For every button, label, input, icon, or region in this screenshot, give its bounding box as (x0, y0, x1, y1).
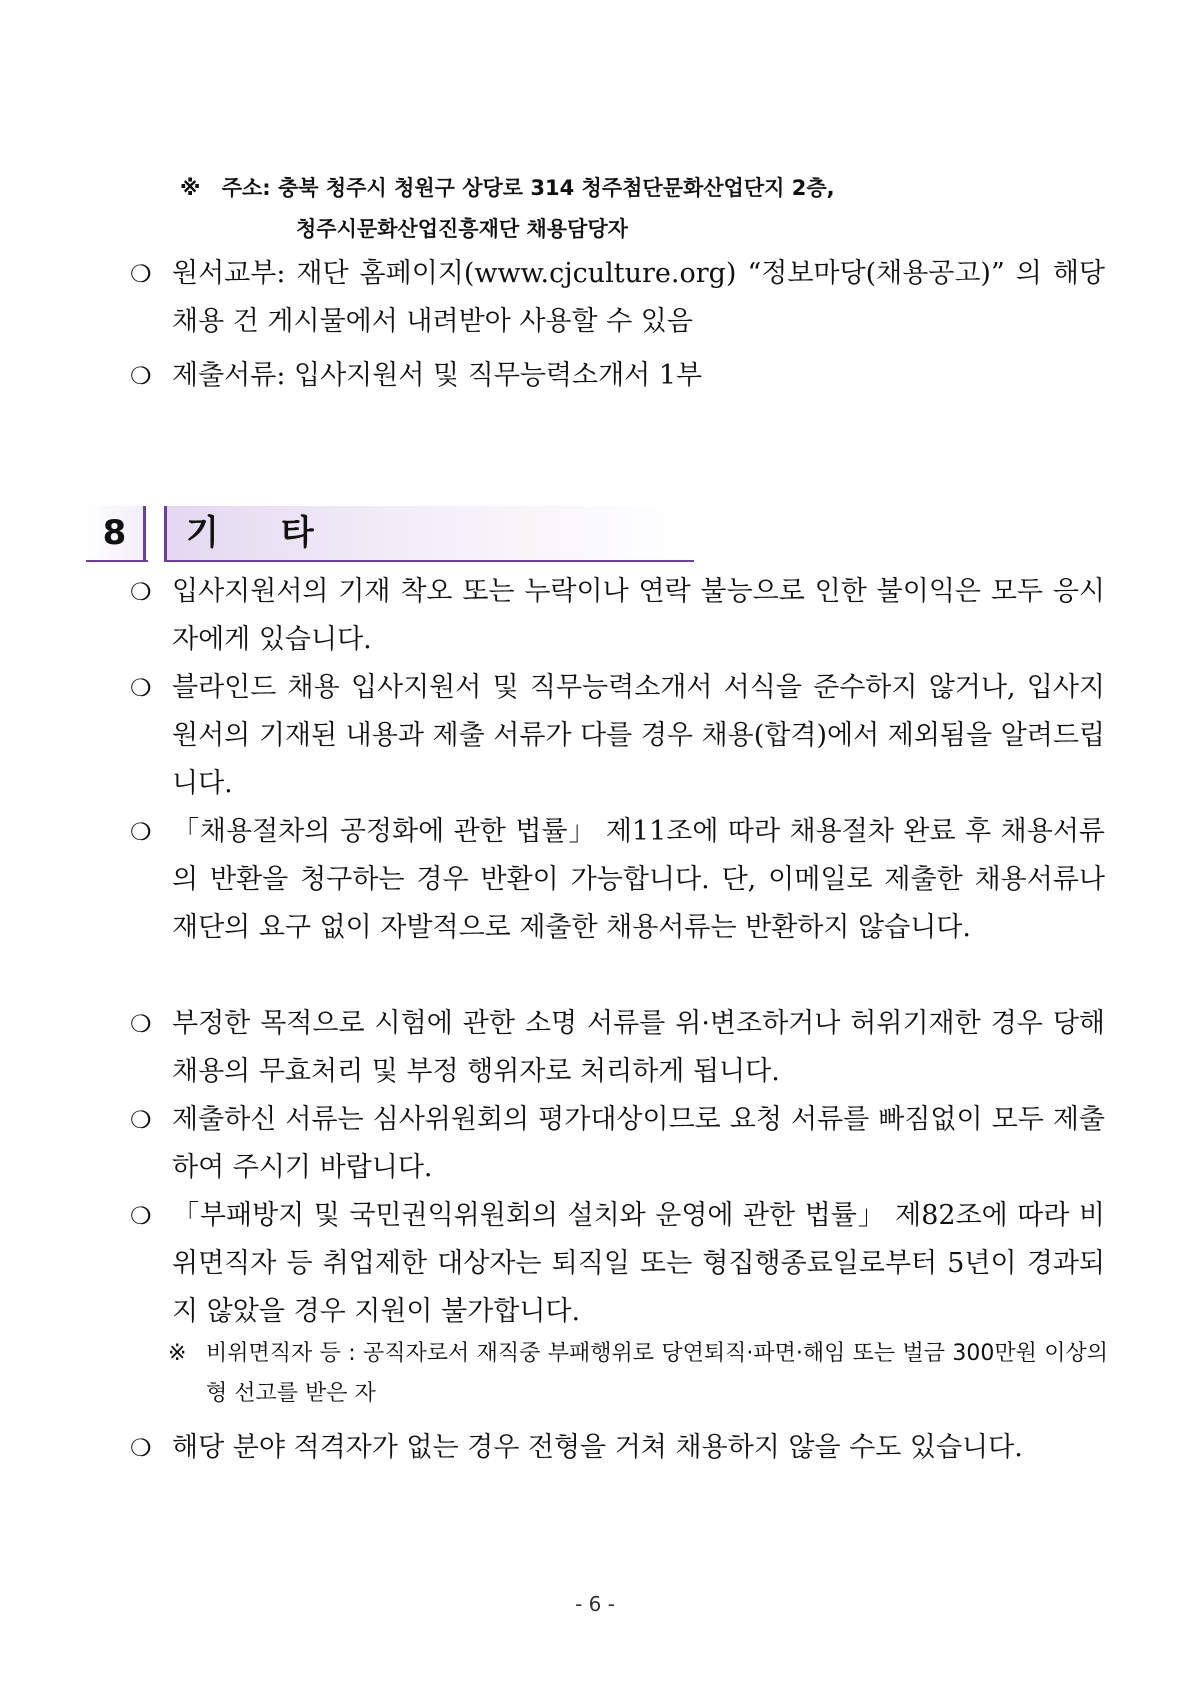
section-title-bar (164, 506, 167, 562)
bullet-text: 「채용절차의 공정화에 관한 법률」 제11조에 따라 채용절차 완료 후 채용서류의 반환을 청구하는 경우 반환이 가능합니다. 단, 이메일로 제출한 채용서류나 재단의 요구 없이 자발적으로 제출한 채용서류는 반환하지 않습니다. (172, 816, 1105, 943)
bullet-text: 입사지원서의 기재 착오 또는 누락이나 연락 불능으로 인한 불이익은 모두 응시자에게 있습니다. (172, 576, 1105, 655)
reference-mark: ※ (180, 176, 201, 200)
bullet-mark: ❍ (130, 260, 152, 288)
bullet-text: 해당 분야 적격자가 없는 경우 전형을 거쳐 채용하지 않을 수도 있습니다. (172, 1432, 1023, 1463)
section-header (86, 506, 616, 563)
bullet-item (130, 1424, 1105, 1472)
bullet-mark: ❍ (130, 1106, 152, 1134)
bullet-item (130, 808, 1105, 952)
section-title: 기타 (186, 513, 376, 553)
bullet-documents (130, 352, 1105, 400)
bullet-item (130, 1192, 1105, 1336)
bullet-text: 블라인드 채용 입사지원서 및 직무능력소개서 서식을 준수하지 않거나, 입사지원서의 기재된 내용과 제출 서류가 다를 경우 채용(합격)에서 제외됨을 알려드립니다. (172, 672, 1105, 799)
bullet-item (130, 1000, 1105, 1096)
bullet-item (130, 664, 1105, 808)
bullet-mark: ❍ (130, 1010, 152, 1038)
bullet-item (130, 1096, 1105, 1192)
bullet-text: 제출하신 서류는 심사위원회의 평가대상이므로 요청 서류를 빠짐없이 모두 제출하여 주시기 바랍니다. (172, 1104, 1105, 1183)
bullet-mark: ❍ (130, 578, 152, 606)
page-number: - 6 - (575, 1592, 615, 1616)
bullet-item (130, 568, 1105, 664)
bullet-mark: ❍ (130, 674, 152, 702)
note-text: 비위면직자 등 : 공직자로서 재직중 부패행위로 당연퇴직·파면·해임 또는 벌금 300만원 이상의 형 선고를 받은 자 (206, 1341, 1108, 1406)
address-note-line-2: 청주시문화산업진흥재단 채용담당자 (296, 217, 628, 241)
reference-mark: ※ (168, 1341, 187, 1366)
bullet-text: 「부패방지 및 국민권익위원회의 설치와 운영에 관한 법률」 제82조에 따라 비위면직자 등 취업제한 대상자는 퇴직일 또는 형집행종료일로부터 5년이 경과되지 않았을 경우 지원이 불가합니다. (172, 1200, 1105, 1327)
section-title-underline (164, 560, 694, 562)
bullet-mark: ❍ (130, 818, 152, 846)
section-number: 8 (86, 506, 146, 560)
address-note-line-1 (180, 168, 1080, 209)
address-note (180, 168, 1080, 250)
bullet-mark: ❍ (130, 1434, 152, 1462)
address-text: 주소: 충북 청주시 청원구 상당로 314 청주첨단문화산업단지 2층, (221, 176, 835, 200)
bullet-text: 제출서류: 입사지원서 및 직무능력소개서 1부 (172, 360, 703, 391)
bullet-mark: ❍ (130, 362, 152, 390)
disqualified-definition-note (168, 1334, 1108, 1414)
bullet-text: 부정한 목적으로 시험에 관한 소명 서류를 위·변조하거나 허위기재한 경우 당해 채용의 무효처리 및 부정 행위자로 처리하게 됩니다. (172, 1008, 1105, 1087)
bullet-text: 원서교부: 재단 홈페이지(www.cjculture.org) “정보마당(채용공고)” 의 해당 채용 건 게시물에서 내려받아 사용할 수 있음 (172, 258, 1105, 337)
bullet-mark: ❍ (130, 1202, 152, 1230)
bullet-application-form (130, 250, 1105, 346)
section-number-underline (86, 560, 148, 562)
